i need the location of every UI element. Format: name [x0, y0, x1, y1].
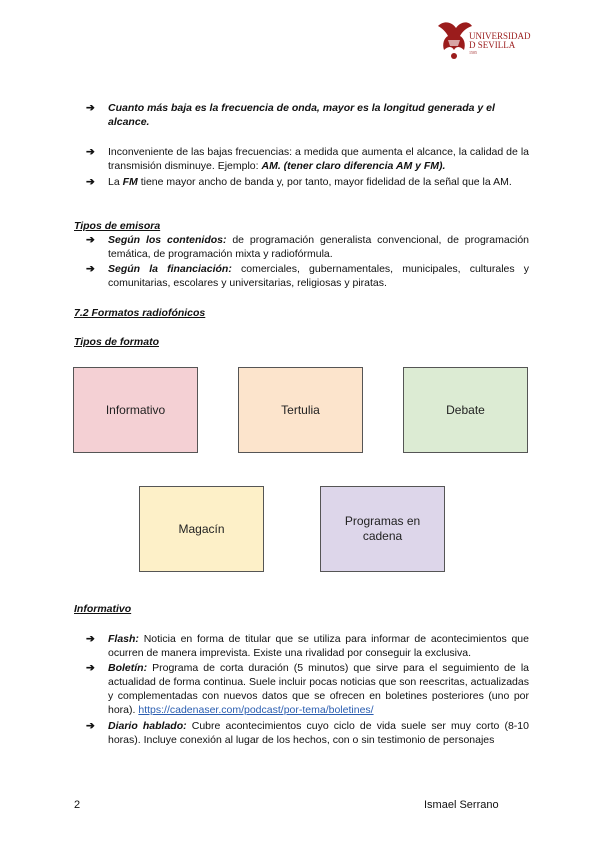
format-box-informativo [73, 367, 198, 453]
boletines-link[interactable]: https://cadenaser.com/podcast/por-tema/boletines/ [138, 704, 374, 716]
bullet-diario-hablado [86, 719, 529, 747]
university-crest-icon [434, 16, 474, 62]
bullet-flash-label: Flash: [108, 633, 139, 645]
bullet-financiacion [86, 262, 529, 290]
format-box-magacin [139, 486, 264, 572]
format-box-programas-en-cadena [320, 486, 445, 572]
bullet-flash [86, 632, 529, 660]
arrow-right-icon: ➔ [86, 662, 95, 674]
section-heading-formatos: 7.2 Formatos radiofónicos [74, 307, 206, 319]
logo-line-1: UNIVERSIDAD [469, 31, 531, 41]
logo-text [469, 32, 531, 56]
bullet-financiacion-text: comerciales, gubernamentales, municipales, culturales y comunitarias, escolares y universitarias, religiosas y piratas. [108, 263, 530, 289]
bullet-flash-text: Noticia en forma de titular que se utiliza para informar de acontecimientos que ocurren de manera imprevista. Existe una rivalidad por conseguir la exclusiva. [108, 633, 529, 659]
heading-tipos-emisora: Tipos de emisora [74, 220, 161, 232]
bullet-contenidos-text: de programación generalista convencional, de programación temática, de programación mixta y radiofórmula. [108, 234, 529, 260]
format-box-tertulia [238, 367, 363, 453]
bullet-boletin-label: Boletín: [108, 662, 148, 674]
bullet-fm [86, 175, 529, 189]
page-number: 2 [74, 799, 81, 811]
bullet-inconveniente-text: Inconveniente de las bajas frecuencias: a medida que aumenta el alcance, la calidad de la transmisión disminuye. Ejemplo: [108, 146, 529, 172]
arrow-right-icon: ➔ [86, 263, 95, 275]
arrow-right-icon: ➔ [86, 234, 95, 246]
bullet-diario-text: Cubre acontecimientos cuyo ciclo de vida suele ser muy corto (8-10 horas). Incluye conexión al lugar de los hechos, con o sin testimonio de personajes [108, 720, 529, 746]
bullet-inconveniente [86, 145, 529, 173]
bullet-fm-emph: FM [122, 176, 138, 188]
bullet-boletin [86, 661, 529, 717]
arrow-right-icon: ➔ [86, 102, 95, 114]
bullet-frequency-text: Cuanto más baja es la frecuencia de onda, mayor es la longitud generada y el alcance. [108, 102, 495, 128]
bullet-fm-post: tiene mayor ancho de banda y, por tanto, mayor fidelidad de la señal que la AM. [137, 176, 512, 188]
bullet-inconveniente-emph: AM. (tener claro diferencia AM y FM). [261, 160, 446, 172]
format-box-magacin-label: Magacín [178, 521, 225, 536]
bullet-financiacion-label: Según la financiación: [108, 263, 232, 275]
arrow-right-icon: ➔ [86, 176, 95, 188]
format-box-tertulia-label: Tertulia [281, 402, 320, 417]
logo-line-3: 1505 [469, 50, 477, 55]
bullet-diario-label: Diario hablado: [108, 720, 187, 732]
logo-line-2: D SEVILLA [469, 40, 516, 50]
bullet-frequency [86, 101, 529, 129]
bullet-boletin-text: Programa de corta duración (5 minutos) que sirve para el seguimiento de la actualidad de forma continua. Suele incluir pocas noticias que son reescritas, actualizadas y complementadas con nuevos datos que se ofrecen en boletines posteriores (uno por hora). [108, 662, 529, 716]
arrow-right-icon: ➔ [86, 633, 95, 645]
arrow-right-icon: ➔ [86, 720, 95, 732]
bullet-fm-pre: La [108, 176, 123, 188]
format-box-debate [403, 367, 528, 453]
arrow-right-icon: ➔ [86, 146, 95, 158]
format-box-programas-label: Programas en cadena [344, 514, 421, 543]
bullet-contenidos [86, 233, 529, 261]
bullet-contenidos-label: Según los contenidos: [108, 234, 227, 246]
footer-author: Ismael Serrano [424, 799, 499, 811]
heading-informativo: Informativo [74, 603, 132, 615]
format-box-debate-label: Debate [446, 402, 485, 417]
university-logo [434, 16, 564, 62]
heading-tipos-formato: Tipos de formato [74, 336, 159, 348]
format-box-informativo-label: Informativo [105, 402, 166, 417]
